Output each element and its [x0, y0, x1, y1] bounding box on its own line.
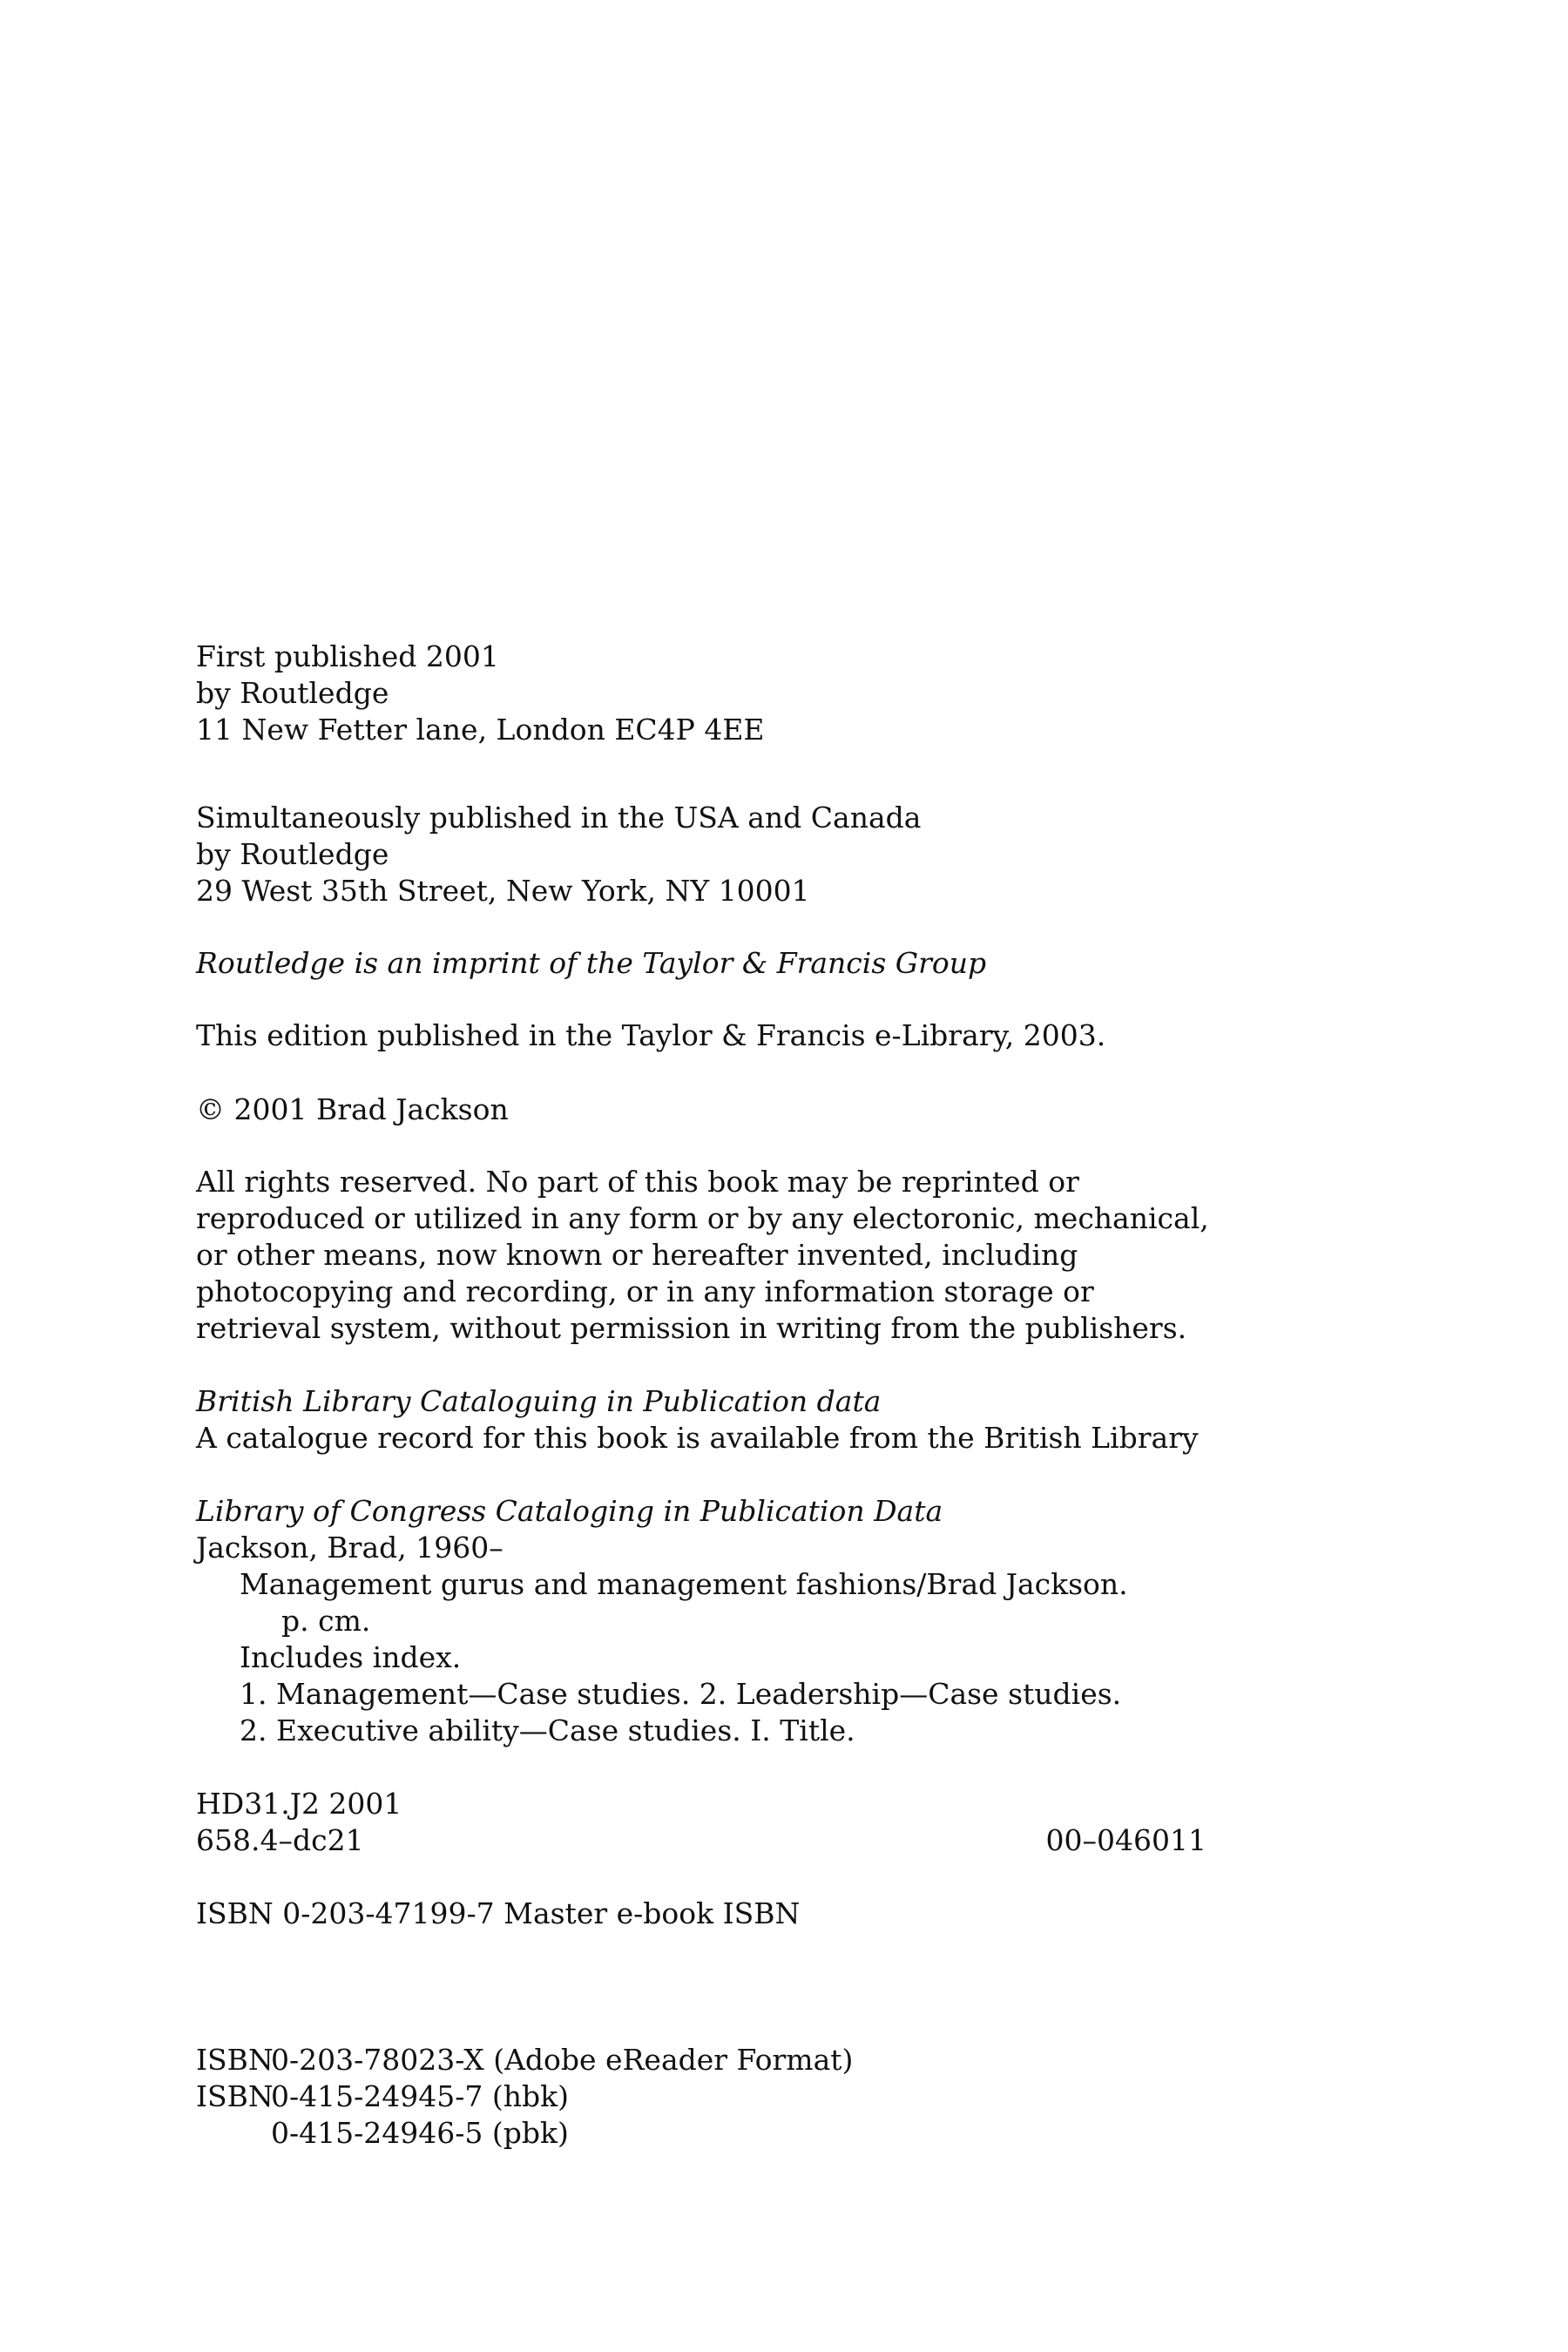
loc-title: Management gurus and management fashions/Brad Jackson. — [240, 1567, 1128, 1601]
isbn-block — [196, 2042, 1206, 2152]
usa-publisher-address-line: 29 West 35th Street, New York, NY 10001 — [196, 874, 810, 908]
rights-line: reproduced or utilized in any form or by any electoronic, mechanical, — [196, 1201, 1209, 1235]
isbn-label: ISBN — [196, 2079, 274, 2113]
classification-row — [196, 1822, 1206, 1859]
isbn-hbk-row — [196, 2078, 1206, 2115]
british-library-heading: British Library Cataloguing in Publication data — [196, 1384, 882, 1418]
usa-publisher-line: by Routledge — [196, 837, 389, 871]
loc-subjects: 1. Management—Case studies. 2. Leadership—Case studies. — [240, 1677, 1122, 1711]
simultaneous-publication-line: Simultaneously published in the USA and Canada — [196, 801, 922, 835]
copyright-block — [196, 1092, 1206, 1128]
lccn: 00–046011 — [1045, 1823, 1206, 1857]
publisher-line: by Routledge — [196, 676, 389, 710]
british-library-block — [196, 1383, 1206, 1456]
first-published-line: First published 2001 — [196, 639, 499, 673]
loc-heading: Library of Congress Cataloging in Publication Data — [196, 1494, 943, 1528]
loc-subjects-continued: 2. Executive ability—Case studies. I. Title. — [240, 1713, 855, 1747]
edition-note: This edition published in the Taylor & Francis e-Library, 2003. — [196, 1018, 1106, 1052]
loc-pcm: p. cm. — [281, 1604, 371, 1638]
copyright-notice: © 2001 Brad Jackson — [196, 1092, 509, 1126]
master-isbn: ISBN 0-203-47199-7 Master e-book ISBN — [196, 1896, 801, 1930]
loc-includes: Includes index. — [240, 1640, 462, 1674]
master-isbn-block — [196, 1896, 1206, 1932]
isbn-adobe: 0-203-78023-X (Adobe eReader Format) — [271, 2043, 854, 2077]
isbn-pbk-row — [196, 2115, 1206, 2152]
imprint-note-block — [196, 945, 1206, 982]
british-library-text: A catalogue record for this book is available from the British Library — [196, 1421, 1199, 1455]
rights-block — [196, 1164, 1209, 1347]
isbn-label-spacer — [196, 2115, 271, 2152]
loc-author: Jackson, Brad, 1960– — [196, 1531, 504, 1565]
edition-note-block — [196, 1017, 1206, 1054]
rights-line: or other means, now known or hereafter invented, including — [196, 1238, 1078, 1272]
usa-canada-block — [196, 800, 1206, 909]
isbn-pbk: 0-415-24946-5 (pbk) — [271, 2116, 569, 2150]
call-number: HD31.J2 2001 — [196, 1787, 402, 1821]
classification-block — [196, 1786, 1206, 1859]
publisher-address-line: 11 New Fetter lane, London EC4P 4EE — [196, 713, 765, 747]
imprint-note: Routledge is an imprint of the Taylor & Francis Group — [196, 946, 987, 980]
loc-block — [196, 1493, 1206, 1749]
rights-line: photocopying and recording, or in any information storage or — [196, 1274, 1094, 1308]
rights-line: retrieval system, without permission in writing from the publishers. — [196, 1311, 1187, 1345]
dewey-number: 658.4–dc21 — [196, 1823, 364, 1857]
first-published-block — [196, 639, 1206, 748]
isbn-adobe-row — [196, 2042, 1206, 2078]
isbn-label: ISBN — [196, 2043, 274, 2077]
isbn-hbk: 0-415-24945-7 (hbk) — [271, 2079, 570, 2113]
rights-line: All rights reserved. No part of this book may be reprinted or — [196, 1165, 1079, 1199]
